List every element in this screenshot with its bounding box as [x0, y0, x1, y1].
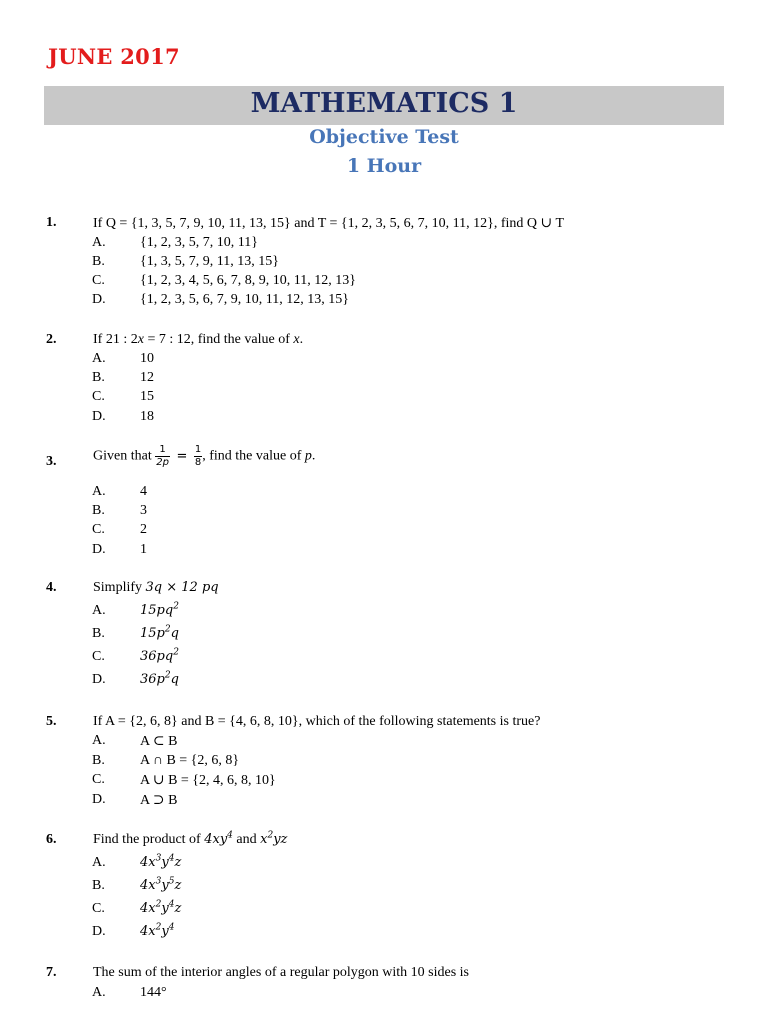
- stem-term: [204, 832, 233, 847]
- paper-duration: 1 Hour: [346, 155, 422, 177]
- option-letter: C.: [92, 649, 105, 664]
- expression-base: 36pq: [140, 649, 174, 664]
- option-text: 10: [140, 351, 154, 366]
- expression-base: 36p: [140, 672, 165, 687]
- expression-part: y: [161, 878, 169, 893]
- expression-exponent: 2: [155, 899, 162, 910]
- option-text: 1: [140, 542, 147, 557]
- option-text: 12: [140, 370, 154, 385]
- question-stem: [93, 444, 315, 478]
- option-letter: B.: [92, 370, 105, 385]
- expression-tail: q: [170, 626, 179, 641]
- question-number: 3.: [46, 454, 57, 469]
- option-letter: A.: [92, 733, 106, 748]
- expression-part: 4x: [140, 855, 156, 870]
- expression-part: 4x: [140, 924, 156, 939]
- option-letter: D.: [92, 924, 106, 939]
- question-stem: [93, 832, 287, 848]
- stem-text: Given that: [93, 448, 156, 464]
- expression-part: y: [161, 855, 169, 870]
- term-exponent: 4: [227, 830, 233, 841]
- expression-tail: z: [174, 901, 182, 916]
- question-number: 7.: [46, 965, 57, 980]
- fraction-denominator: 8: [194, 457, 202, 468]
- expression-exponent: 2: [164, 624, 171, 635]
- fraction: [194, 444, 202, 469]
- option-text: {1, 2, 3, 4, 5, 6, 7, 8, 9, 10, 11, 12, 13}: [140, 273, 356, 288]
- option-text: 2: [140, 522, 147, 537]
- option-text: A ∪ B = {2, 4, 6, 8, 10}: [140, 773, 276, 788]
- option-text: 144°: [140, 985, 167, 1000]
- stem-text: .: [299, 332, 304, 347]
- expression-exponent: 2: [173, 601, 179, 612]
- option-expression: [140, 626, 179, 641]
- option-text: {1, 2, 3, 5, 6, 7, 9, 10, 11, 12, 13, 15}: [140, 292, 349, 307]
- option-letter: A.: [92, 351, 106, 366]
- option-letter: C.: [92, 522, 105, 537]
- question-stem: If Q = {1, 3, 5, 7, 9, 10, 11, 13, 15} and T = {1, 2, 3, 5, 6, 7, 10, 11, 12}, find Q ∪ T: [93, 216, 565, 231]
- option-text: 4: [140, 484, 147, 499]
- stem-text: .: [311, 448, 316, 464]
- option-letter: A.: [92, 235, 106, 250]
- option-letter: B.: [92, 503, 105, 518]
- option-text: 18: [140, 409, 154, 424]
- expression-exponent: 2: [173, 647, 179, 658]
- expression-tail: z: [174, 878, 182, 893]
- stem-variable: p: [304, 448, 312, 464]
- fraction: [155, 444, 170, 469]
- question-number: 4.: [46, 580, 57, 595]
- expression-exponent: 2: [164, 670, 171, 681]
- expression-exponent: 3: [155, 876, 162, 887]
- expression-part: y: [161, 901, 169, 916]
- question-stem: If A = {2, 6, 8} and B = {4, 6, 8, 10}, which of the following statements is true?: [93, 714, 541, 729]
- option-letter: C.: [92, 901, 105, 916]
- question-stem: [93, 332, 303, 348]
- question-number: 5.: [46, 714, 57, 729]
- option-text: A ⊃ B: [140, 793, 178, 808]
- option-expression: [140, 603, 179, 618]
- question-stem: [93, 580, 219, 596]
- paper-title: MATHEMATICS 1: [250, 88, 518, 119]
- equals-sign: =: [176, 449, 188, 464]
- option-text: 15: [140, 389, 154, 404]
- stem-text: , find the value of: [202, 448, 305, 464]
- stem-text: Simplify: [93, 580, 146, 595]
- stem-variable: x: [293, 332, 300, 347]
- option-letter: C.: [92, 389, 105, 404]
- option-letter: D.: [92, 292, 106, 307]
- expression-exponent: 5: [168, 876, 175, 887]
- question-number: 2.: [46, 332, 57, 347]
- stem-variable: x: [137, 332, 144, 347]
- question-number: 6.: [46, 832, 57, 847]
- option-expression: [140, 924, 174, 939]
- fraction-denominator: 2p: [156, 457, 169, 468]
- option-letter: B.: [92, 878, 105, 893]
- fraction-numerator: 1: [194, 444, 202, 455]
- title-banner: [44, 86, 724, 125]
- expression-tail: z: [174, 855, 182, 870]
- question-number: 1.: [46, 215, 57, 230]
- expression-exponent: 4: [168, 853, 175, 864]
- stem-expression: 3q × 12 pq: [145, 580, 219, 595]
- question-stem: The sum of the interior angles of a regular polygon with 10 sides is: [93, 965, 469, 980]
- option-expression: [140, 855, 181, 870]
- option-letter: A.: [92, 484, 106, 499]
- option-letter: A.: [92, 603, 106, 618]
- exam-date: JUNE 2017: [48, 44, 180, 69]
- expression-part: y: [161, 924, 169, 939]
- expression-tail: q: [170, 672, 179, 687]
- expression-base: 15p: [140, 626, 165, 641]
- option-expression: [140, 649, 179, 664]
- option-text: {1, 3, 5, 7, 9, 11, 13, 15}: [140, 254, 279, 269]
- stem-text: = 7 : 12, find the value of: [143, 332, 294, 347]
- option-text: 3: [140, 503, 147, 518]
- expression-exponent: 4: [168, 899, 175, 910]
- option-letter: D.: [92, 542, 106, 557]
- stem-text: If 21 : 2: [93, 332, 138, 347]
- stem-text: Find the product of: [93, 832, 205, 847]
- option-letter: D.: [92, 672, 106, 687]
- expression-exponent: 4: [168, 922, 175, 933]
- option-letter: C.: [92, 772, 105, 787]
- option-letter: D.: [92, 792, 106, 807]
- term-tail: yz: [273, 832, 288, 847]
- option-letter: B.: [92, 626, 105, 641]
- paper-subtitle: Objective Test: [309, 126, 459, 148]
- term-exponent: 2: [267, 830, 274, 841]
- option-letter: C.: [92, 273, 105, 288]
- term-base: 4xy: [204, 832, 228, 847]
- expression-part: 4x: [140, 878, 156, 893]
- stem-term: [260, 832, 287, 847]
- option-expression: [140, 672, 179, 687]
- term-base: x: [260, 832, 268, 847]
- option-expression: [140, 901, 181, 916]
- option-letter: B.: [92, 254, 105, 269]
- expression-exponent: 3: [155, 853, 162, 864]
- option-letter: D.: [92, 409, 106, 424]
- expression-part: 4x: [140, 901, 156, 916]
- option-text: A ⊂ B: [140, 734, 178, 749]
- option-letter: A.: [92, 855, 106, 870]
- expression-base: 15pq: [140, 603, 174, 618]
- option-letter: A.: [92, 985, 106, 1000]
- stem-text: and: [232, 832, 261, 847]
- fraction-numerator: 1: [155, 444, 170, 457]
- option-text: A ∩ B = {2, 6, 8}: [140, 753, 240, 768]
- expression-exponent: 2: [155, 922, 162, 933]
- option-letter: B.: [92, 753, 105, 768]
- option-expression: [140, 878, 181, 893]
- option-text: {1, 2, 3, 5, 7, 10, 11}: [140, 235, 258, 250]
